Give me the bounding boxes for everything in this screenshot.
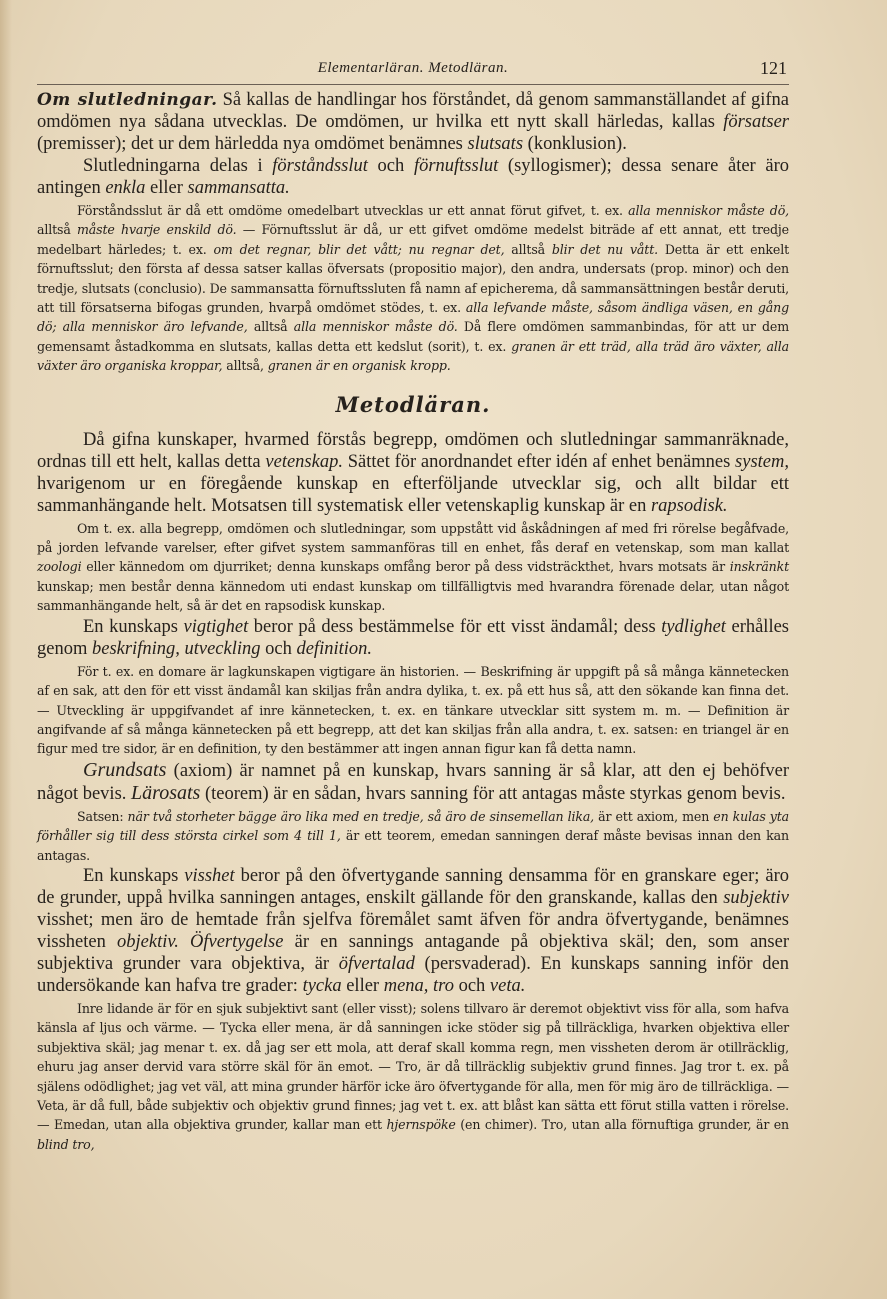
emphasis: beskrifning, [91, 638, 180, 659]
text-run: eller [145, 178, 188, 198]
text-run: eller [341, 975, 384, 996]
text-run: — Förnuftsslut är då, ur ett gifvet omdöme medelst biträde af ett annat, ett tredje medelbart härledes; t. ex. [37, 222, 789, 257]
text-run: Så kallas de handlingar hos förståndet, då genom sammanställandet af gifna omdömen nya sådana utvecklas. De omdömen, ur hvilka ett nytt skall härledas, kallas [37, 90, 789, 132]
emphasis: förnuftsslut [413, 156, 499, 176]
emphasis: vigtighet [183, 616, 249, 637]
text-run: (persvaderad). En kunskaps sanning inför den undersökande kan hafva tre grader: [37, 953, 790, 996]
slutledningar-division-paragraph [37, 155, 789, 199]
text-run [179, 932, 190, 952]
emphasis: försatser [723, 112, 789, 132]
text-run: Förståndsslut är då ett omdöme omedelbart utvecklas ur ett annat förut gifvet, t. ex. [77, 203, 629, 218]
text-run: Satsen: [77, 808, 128, 824]
text-run: erhålles genom [37, 616, 790, 659]
emphasis: granen är ett träd, alla träd äro växter, alla växter äro organiska kroppar, [37, 338, 789, 374]
emphasis: tydlighet [661, 616, 726, 637]
text-run: är ett teorem, emedan sanningen deraf måste bevisas innan den kan antagas. [37, 828, 789, 863]
emphasis: en kulas yta förhåller sig till dess största cirkel som 4 till 1, [37, 808, 789, 844]
emphasis: alla menniskor måste dö. [293, 319, 458, 335]
text-run: (en chimer). Tro, utan alla förnuftiga grunder, är en [455, 1117, 789, 1133]
emphasis: hjernspöke [386, 1117, 456, 1133]
emphasis: rapsodisk. [650, 495, 728, 516]
vetenskap-note [37, 519, 789, 616]
page-header [37, 58, 789, 85]
emphasis: system, [735, 451, 789, 472]
emphasis: öfvertalad [338, 953, 415, 974]
emphasis: slutsats [467, 134, 524, 154]
emphasis: Lärosats [131, 781, 201, 804]
emphasis: utveckling [184, 638, 261, 659]
text-run: beror på dess bestämmelse för ett visst ändamål; dess [248, 616, 662, 637]
slutledningar-note [37, 201, 789, 376]
emphasis: tycka [302, 975, 342, 996]
emphasis: inskränkt [729, 559, 789, 575]
emphasis: mena, [383, 975, 429, 996]
vigtighet-paragraph [37, 616, 789, 660]
section-title-metodlaran: Metodläran. [335, 391, 491, 417]
emphasis: veta. [489, 975, 526, 996]
text-run: är ett axiom, men [594, 808, 714, 824]
emphasis: tro [433, 975, 454, 996]
text-run: Slutledningarna delas i [83, 156, 273, 176]
text-run: Om t. ex. alla begrepp, omdömen och slutledningar, som uppstått vid åskådningen af med fri rörelse begåfvade, på jorden lefvande varelser, efter gifvet system sammanföras till en enhet, fås deraf en vetenskap, som man kallat [37, 520, 789, 556]
grundsats-paragraph [37, 759, 789, 805]
text-run: och [367, 156, 414, 176]
text-run: och [260, 638, 297, 659]
text-run: (teorem) är en sådan, hvars sanning för att antagas måste styrkas genom bevis. [200, 783, 786, 804]
emphasis: alla menniskor måste dö, [628, 203, 789, 218]
text-run: alltså [247, 319, 294, 335]
emphasis: definition. [296, 638, 373, 659]
section-heading-slutledningar: Om slutledningar. [37, 90, 218, 110]
emphasis: granen är en organisk kropp. [267, 358, 451, 374]
visshet-note [37, 999, 789, 1154]
emphasis: blind tro, [37, 1136, 95, 1152]
text-run: hvarigenom ur en föregående kunskap en efterföljande utvecklar sig, och allt bildar ett sammanhängande helt. Motsatsen till systematisk eller vetenskaplig kunskap är en [37, 473, 789, 516]
text-run: En kunskaps [83, 616, 184, 637]
emphasis: måste hvarje enskild dö. [77, 222, 237, 238]
text-run: Sättet för anordnandet efter idén af enhet benämnes [342, 451, 736, 472]
text-run: (axiom) är namnet på en kunskap, hvars sanning är så klar, att den ej behöfver något bevis. [37, 760, 789, 804]
emphasis: när två storheter bägge äro lika med en tredje, så äro de sinsemellan lika, [127, 808, 595, 824]
text-run: Inre lidande är för en sjuk subjektivt sant (eller visst); solens tillvaro är deremot objektivt viss för alla, som hafva känsla af ljus och värme. — Tycka eller mena, är då sanningen icke stöder sig på tillräckliga, hvarken objektiva eller subjektiva skäl; jag menar t. ex. då jag ser ett mola, att deraf skall komma regn, men vissheten derom är otillräcklig, ehuru jag anser dervid vara större skäl för än emot. — Tro, är då tillräcklig subjektiv grund finnes. Jag tror t. ex. på själens odödlighet; jag vet väl, att mina grunder härför icke äro öfvertygande för alla, men för mig äro de tillräckliga. — Veta, är då full, både subjektiv och objektiv grund finnes; jag vet t. ex. att blåst kan sätta ett förut stilla vatten i rörelse. — Emedan, utan alla objektiva grunder, kallar man ett [37, 1000, 789, 1133]
text-run: alltså, [222, 358, 268, 374]
emphasis: alla lefvande måste, såsom ändliga väsen, en gång dö; alla menniskor äro lefvande, [37, 300, 789, 335]
emphasis: blir det nu vått. [551, 241, 658, 257]
emphasis: om det regnar, blir det vått; nu regnar det, [213, 241, 505, 257]
text-run: alltså [37, 222, 77, 238]
running-title: Elementarläran. Metodläran. [317, 60, 509, 76]
emphasis: visshet [184, 865, 235, 886]
emphasis: Öfvertygelse [189, 931, 284, 952]
page-number: 121 [760, 58, 787, 78]
emphasis: objektiv. [117, 931, 179, 952]
text-run: alltså [504, 241, 552, 257]
emphasis: Grundsats [83, 758, 167, 781]
text-run: är en sannings antagande på objektiva skäl; den, som anser subjektiva grunder vara objektiva, är [37, 931, 790, 974]
emphasis: enkla [105, 178, 146, 198]
visshet-paragraph [37, 865, 789, 997]
text-run: kunskap; men består denna kännedom uti endast kunskap om tillfälligtvis med hvarandra förenade delar, utan något sammanhängande helt, så är det en rapsodisk kunskap. [37, 578, 789, 614]
emphasis: vetenskap. [265, 451, 343, 472]
slutledningar-definition-paragraph [37, 89, 789, 155]
text-run: beror på den öfvertygande sanning densamma för en granskare eger; äro de grunder, uppå hvilka sanningen antages, enskilt gällande för den granskande, kallas den [37, 865, 789, 908]
text-run: (syllogismer); dessa senare åter äro antingen [37, 156, 790, 198]
emphasis: subjektiv [723, 887, 789, 908]
emphasis: sammansatta. [187, 178, 290, 198]
emphasis: zoologi [37, 559, 82, 575]
emphasis: förståndsslut [272, 156, 368, 176]
text-run: (premisser); det ur dem härledda nya omdömet benämnes [37, 134, 468, 154]
text-run: Detta är ett enkelt förnuftsslut; den första af dessa satser kallas öfversats (propositio major), den andra, undersats (prop. minor) och den tredje, slutsats (conclusio). De sammansatta förnuftssluten få namn af epicherema, då sammansättningen består deruti, att till försatserna bifogas grunden, hvarpå omdömet stödes, t. ex. [37, 241, 789, 316]
text-run: och [453, 975, 490, 996]
vetenskap-paragraph [37, 429, 789, 517]
text-run: (konklusion). [523, 134, 627, 154]
text-run: Då gifna kunskaper, hvarmed förstås begrepp, omdömen och slutledningar sammanräknade, ordnas till ett helt, kallas detta [37, 429, 789, 472]
page-content [37, 58, 789, 1154]
text-run: eller kännedom om djurriket; denna kunskaps omfång beror på dess vidsträckthet, hvars motsats är [81, 559, 730, 575]
text-run: En kunskaps [83, 865, 185, 886]
grundsats-note [37, 807, 789, 865]
vigtighet-note: För t. ex. en domare är lagkunskapen vigtigare än historien. — Beskrifning är uppgift på så många kännetecken af en sak, att den för ett visst ändamål kan skiljas från andra dylika, t. ex. på ett hus så, att den sökande kan finna det. — Utveckling är uppgifvandet af inre kännetecken, t. ex. en tänkare utvecklar sitt system m. m. — Definition är angifvande af så många kännetecken på ett begrepp, att det kan skiljas från alla andra, t. ex. satsen: en triangel är en figur med tre sidor, är en definition, ty den bestämmer att ingen annan figur kan få detta namn. [37, 663, 789, 757]
text-run: visshet; men äro de hemtade från sjelfva föremålet samt äfven för andra öfvertygande, benämnes vissheten [37, 909, 789, 952]
text-run: Då flere omdömen sammanbindas, för att ur dem gemensamt åstadkomma en slutsats, kallas detta ett kedslut (sorit), t. ex. [37, 319, 789, 354]
